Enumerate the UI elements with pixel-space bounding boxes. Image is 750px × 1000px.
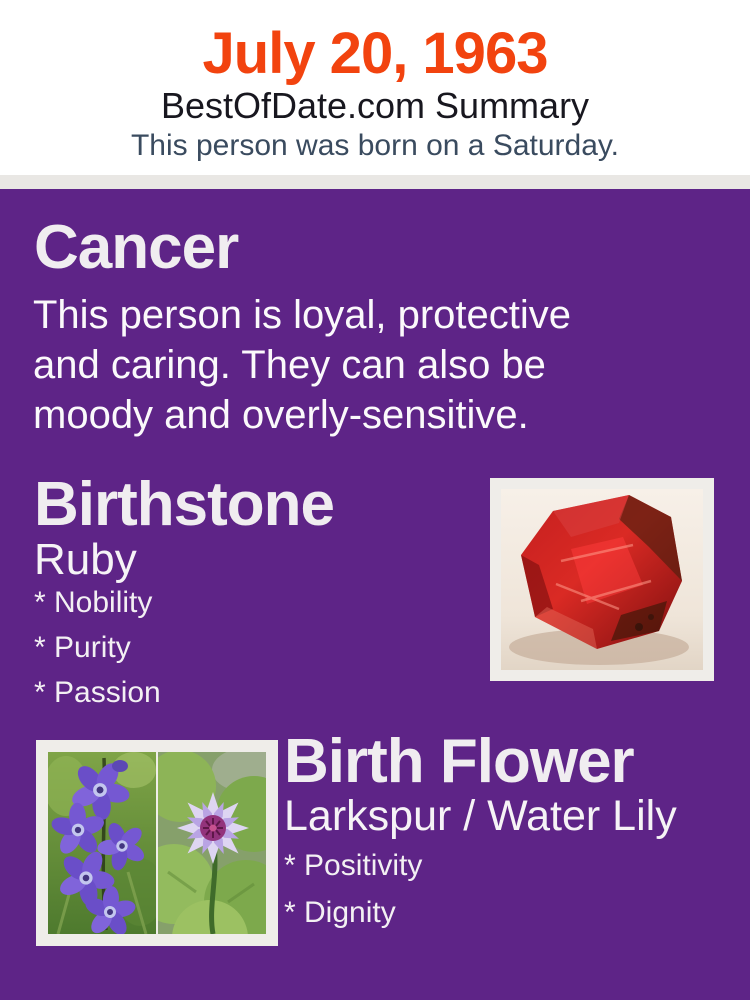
details-panel	[0, 189, 750, 1000]
birthstone-trait: * Passion	[34, 676, 161, 709]
born-day-line: This person was born on a Saturday.	[130, 129, 620, 162]
ruby-photo-illustration	[501, 489, 703, 670]
birthstone-name: Ruby	[34, 535, 137, 584]
zodiac-description	[33, 290, 571, 440]
birth-flower-traits-list	[284, 849, 422, 943]
larkspur-bud	[112, 760, 128, 772]
birth-flower-heading: Birth Flower	[284, 727, 634, 796]
ruby-photo	[490, 478, 714, 681]
zodiac-description-line: and caring. They can also be	[33, 343, 546, 387]
birthstone-heading: Birthstone	[34, 470, 334, 539]
birth-flower-trait: * Dignity	[284, 896, 396, 929]
water-lily-photo	[158, 752, 266, 934]
divider-band	[0, 175, 750, 189]
larkspur-photo	[48, 752, 156, 934]
site-summary-title: BestOfDate.com Summary	[160, 85, 590, 126]
birth-flower-trait: * Positivity	[284, 849, 423, 882]
zodiac-description-line: moody and overly-sensitive.	[33, 393, 529, 437]
zodiac-description-line: This person is loyal, protective	[33, 293, 572, 337]
birthstone-trait: * Purity	[34, 631, 131, 664]
birth-flower-photo-pair	[48, 752, 266, 934]
birthstone-traits-list	[34, 586, 161, 721]
page-title-date: July 20, 1963	[202, 21, 548, 86]
zodiac-sign-heading: Cancer	[34, 213, 239, 282]
birth-flower-photo	[36, 740, 278, 946]
birthstone-trait: * Nobility	[34, 586, 153, 619]
birth-flower-name: Larkspur / Water Lily	[284, 792, 677, 840]
